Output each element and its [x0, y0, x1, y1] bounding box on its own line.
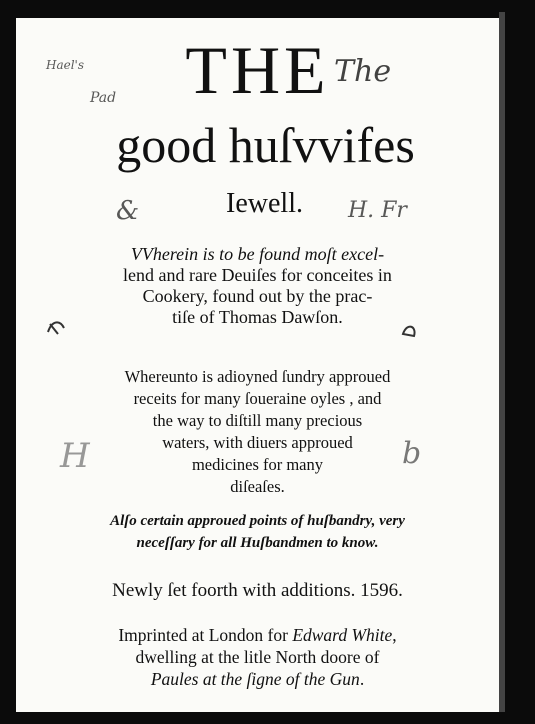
scan-border-left: [0, 0, 16, 724]
recipes-line-3: the way to diſtill many precious: [152, 411, 363, 430]
recipes-line-6: diſeaſes.: [230, 477, 285, 496]
recipes-line-1: Whereunto is adioyned ſundry approued: [124, 367, 391, 386]
imprint-line-1: [16, 624, 499, 646]
subtitle-line-4: tiſe of Thomas Dawſon.: [172, 307, 343, 327]
scan-border-right: [505, 0, 535, 724]
imprint-line-2: dwelling at the litle North doore of: [135, 647, 380, 667]
husbandry-line-1: Alſo certain approued points of huſbandry, very: [110, 513, 405, 529]
marginal-note-top-left: Hael's: [46, 58, 85, 72]
recipes-line-2: receits for many ſoueraine oyles , and: [133, 389, 382, 408]
imprint-line-1-c: ,: [392, 625, 397, 645]
edition-statement: Newly ſet foorth with additions. 1596.: [112, 580, 403, 601]
subtitle-line-2: lend and rare Deuiſes for conceites in: [123, 265, 392, 285]
subtitle-block: [16, 244, 499, 328]
marginal-note-top-left-2: Pad: [90, 90, 117, 106]
imprint-line-3-a: Paules at the ſigne of the Gun: [150, 669, 360, 689]
title-good-huswifes: good huſvvifes: [116, 117, 415, 173]
husbandry-line-2: neceſſary for all Huſbandmen to know.: [136, 535, 379, 551]
husbandry-note: [16, 510, 499, 554]
marginal-note-right-mid: H. Fr: [348, 198, 407, 223]
marginal-note-top-right: The: [334, 54, 392, 89]
recipes-paragraph: [16, 366, 499, 498]
imprint-block: [16, 624, 499, 690]
imprint-line-1-a: Imprinted at London for: [118, 625, 293, 645]
subtitle-line-1: VVherein is to be found moſt excel-: [130, 244, 385, 264]
subtitle-line-3: Cookery, found out by the prac-: [142, 286, 373, 306]
title-jewell: Iewell.: [226, 188, 303, 219]
scan-border-shadow: [499, 12, 505, 712]
paper-sheet: [16, 18, 499, 712]
marginal-note-left-mid: &: [116, 196, 140, 226]
printer-name: Edward White: [292, 625, 393, 645]
recipes-line-5: medicines for many: [191, 455, 324, 474]
title-the: THE: [185, 32, 330, 108]
marginal-note-right-lower: b: [402, 436, 422, 471]
recipes-line-4: waters, with diuers approued: [162, 433, 353, 452]
scan-border-top: [0, 0, 535, 18]
imprint-line-3: [16, 668, 499, 690]
scan-border-bottom: [0, 712, 535, 724]
marginal-note-left-lower: H: [60, 436, 90, 476]
imprint-line-3-b: .: [359, 669, 365, 689]
